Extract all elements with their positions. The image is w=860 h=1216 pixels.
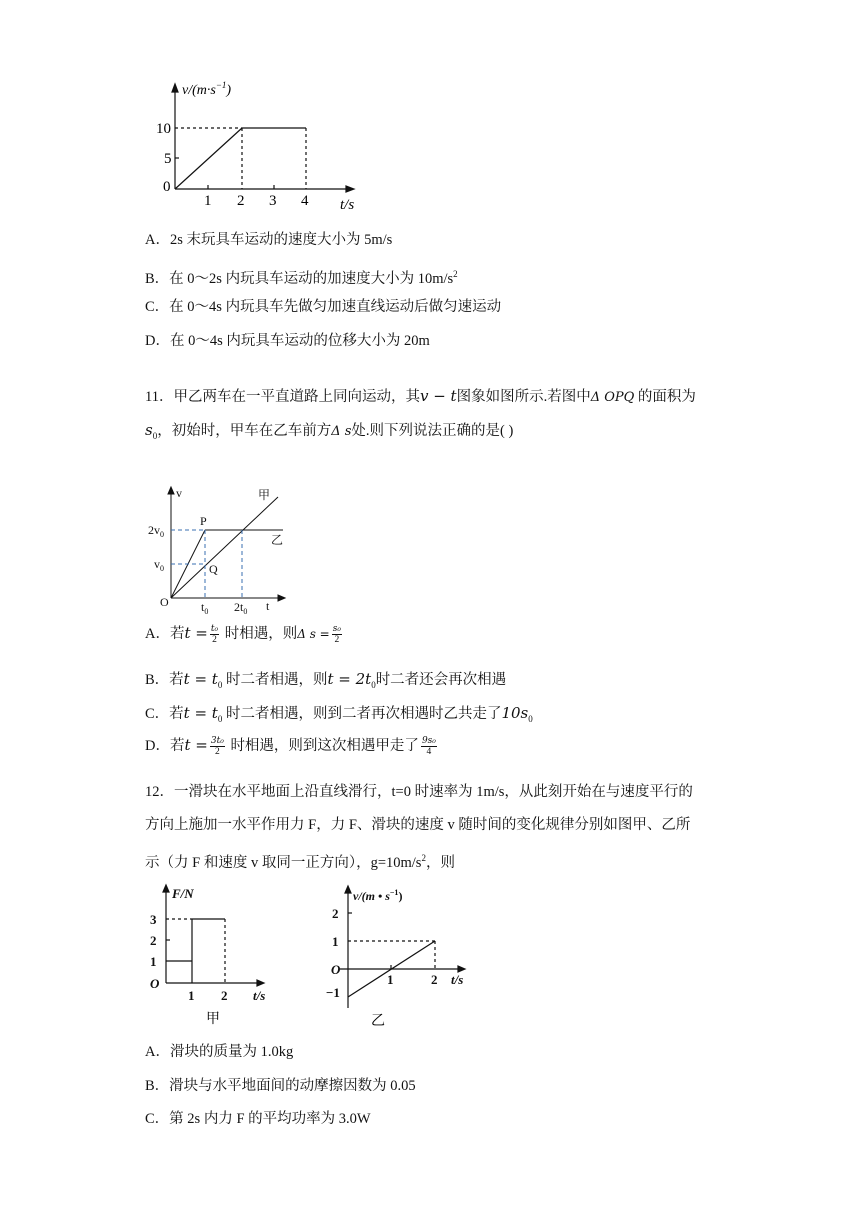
- q11-d-frac2: $\frac{\text{9s₀}}{4}$: [421, 736, 436, 758]
- yi-xtick-2: 2: [431, 972, 438, 987]
- q12-option-a: A．滑块的质量为 1.0kg: [145, 1044, 294, 1060]
- jia-x-label: t/s: [253, 988, 266, 1003]
- fig2-label-v: v: [176, 486, 182, 500]
- yi-caption: 乙: [371, 1014, 385, 1029]
- q10-option-b: B．在 0～2s 内玩具车运动的加速度大小为 $10m/s^2$: [145, 269, 458, 287]
- fig2-label-2v0: $2v_0$: [148, 523, 164, 539]
- fig2-y-arrow: [168, 487, 174, 494]
- yi-ytick-2: 2: [332, 906, 339, 921]
- figure-q12-yi-vt: [325, 880, 485, 1030]
- q11-d-frac1: $\frac{\text{3t₀}}{2}$: [210, 736, 224, 758]
- fig1-ramp-line: [175, 128, 242, 189]
- yi-ytick-1: 1: [332, 934, 339, 949]
- jia-xtick-1: 1: [188, 988, 195, 1003]
- fig2-label-v0: $v_0$: [154, 557, 164, 573]
- fig2-x-arrow: [278, 595, 285, 601]
- q11-option-c: C．若$t = t_0$ 时二者相遇，则到二者再次相遇时乙共走了$10s_0$: [145, 704, 533, 724]
- q11-option-a: A．若t = $\frac{\text{t₀}}{2}$ 时相遇，则Δ s = $\frac{\text{s₀}}{2}$: [145, 624, 341, 646]
- fig1-ytick-5: 5: [164, 151, 172, 167]
- q10-option-d: D．在 0～4s 内玩具车运动的位移大小为 20m: [145, 333, 430, 349]
- q12-stem-line3: 示（力 F 和速度 v 取同一正方向），$g=10m/s^2$，则: [145, 853, 455, 871]
- fig1-xtick-3: 3: [269, 193, 277, 209]
- q12-stem-line2: 方向上施加一水平作用力 F，力 F、滑块的速度 v 随时间的变化规律分别如图甲、乙所: [145, 817, 691, 833]
- jia-origin: O: [150, 976, 160, 991]
- q11-stem-line2: $s_0$，初始时，甲车在乙车前方Δ s处.则下列说法正确的是( ): [145, 421, 514, 441]
- fig1-ytick-0: 0: [163, 179, 171, 195]
- fig2-label-o: O: [160, 595, 169, 609]
- jia-y-label: F/N: [172, 886, 194, 901]
- fig2-label-t: t: [266, 599, 270, 613]
- fig1-y-arrow: [172, 84, 178, 92]
- fig2-label-p: P: [200, 514, 207, 528]
- jia-xtick-2: 2: [221, 988, 228, 1003]
- yi-ytick-neg1: −1: [326, 985, 340, 1000]
- q11-stem-line1: 11．甲乙两车在一平直道路上同向运动，其v − t图象如图所示.若图中Δ OPQ 的面积为: [145, 387, 696, 405]
- q11-a-frac2: $\frac{\text{s₀}}{2}$: [332, 624, 341, 646]
- q12-stem-line1: 12．一滑块在水平地面上沿直线滑行，t=0 时速率为 1m/s，从此刻开始在与速度平行的: [145, 784, 693, 800]
- jia-ytick-2: 2: [150, 933, 157, 948]
- fig2-label-jia: 甲: [258, 488, 271, 502]
- jia-y-arrow: [163, 885, 169, 892]
- jia-ytick-1: 1: [150, 954, 157, 969]
- fig2-label-yi: 乙: [271, 533, 284, 547]
- yi-x-label: t/s: [451, 972, 464, 987]
- yi-origin: O: [331, 962, 341, 977]
- fig1-xtick-1: 1: [204, 193, 212, 209]
- fig1-ytick-10: 10: [156, 121, 171, 137]
- fig2-label-t0: $t_0$: [201, 600, 209, 616]
- figure-q11-vt-graph: [150, 485, 320, 615]
- q10-option-c: C．在 0～4s 内玩具车先做匀加速直线运动后做匀速运动: [145, 299, 502, 315]
- q12-option-b: B．滑块与水平地面间的动摩擦因数为 0.05: [145, 1078, 416, 1094]
- fig1-x-label: t/s: [340, 197, 355, 213]
- figure-q12-jia-ft: [140, 880, 290, 1030]
- yi-y-label: v/(m • $s^{-1}$): [353, 888, 403, 903]
- jia-caption: 甲: [206, 1012, 220, 1027]
- fig2-label-q: Q: [209, 562, 218, 576]
- fig2-label-2t0: $2t_0$: [234, 600, 248, 616]
- q11-option-b: B．若$t = t_0$ 时二者相遇，则$t = 2t_0$时二者还会再次相遇: [145, 670, 507, 690]
- fig2-jia-line-b: [171, 497, 278, 598]
- q10-option-a: A．2s 末玩具车运动的速度大小为 5m/s: [145, 232, 393, 248]
- q11-a-frac1: $\frac{\text{t₀}}{2}$: [210, 624, 219, 646]
- yi-xtick-1: 1: [387, 972, 394, 987]
- fig1-y-label: $v/(m\cdot s^{-1})$: [182, 80, 232, 98]
- figure-1-vt-graph: [156, 78, 400, 218]
- fig1-x-arrow: [346, 186, 354, 192]
- fig1-xtick-2: 2: [237, 193, 245, 209]
- q11-number: 11．: [145, 389, 174, 405]
- q12-number: 12．: [145, 784, 174, 800]
- q12-option-c: C．第 2s 内力 F 的平均功率为 3.0W: [145, 1111, 371, 1127]
- jia-ytick-3: 3: [150, 912, 157, 927]
- fig1-xtick-4: 4: [301, 193, 309, 209]
- jia-x-arrow: [257, 980, 264, 986]
- yi-y-arrow: [345, 886, 351, 893]
- q11-option-d: D．若t = $\frac{\text{3t₀}}{2}$ 时相遇，则到这次相遇甲走了 $\frac{\text{9s₀}}{4}$: [145, 736, 436, 758]
